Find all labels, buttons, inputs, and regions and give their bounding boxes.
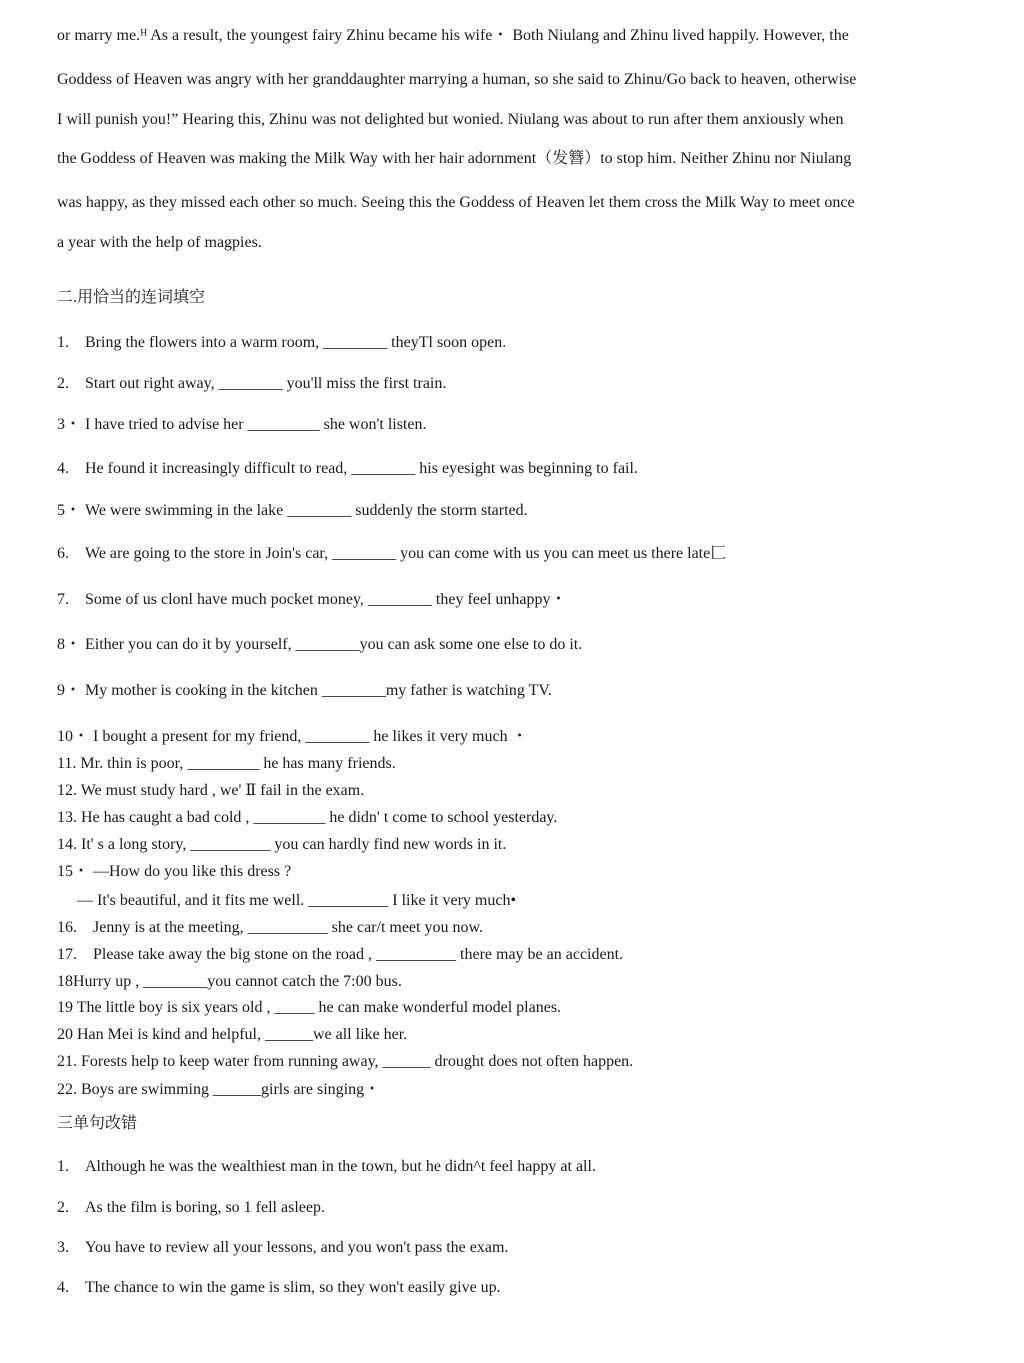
exercise-item: 4. The chance to win the game is slim, so they won't easily give up.	[57, 1279, 501, 1296]
passage-line: Goddess of Heaven was angry with her granddaughter marrying a human, so she said to Zhinu/Go back to heaven, otherwise	[57, 71, 857, 88]
exercise-item: 20 Han Mei is kind and helpful, ______we all like her.	[57, 1026, 408, 1043]
exercise-item: 5・ We were swimming in the lake ________ suddenly the storm started.	[57, 502, 528, 519]
exercise-item: 3・ I have tried to advise her _________ she won't listen.	[57, 416, 427, 433]
exercise-item: 12. We must study hard , we' Ⅱ fail in the exam.	[57, 782, 365, 799]
exercise-item: 22. Boys are swimming ______girls are singing・	[57, 1081, 381, 1098]
exercise-item: 2. As the film is boring, so 1 fell asleep.	[57, 1199, 325, 1216]
exercise-item: 19 The little boy is six years old , _____ he can make wonderful model planes.	[57, 999, 562, 1016]
passage-line: was happy, as they missed each other so much. Seeing this the Goddess of Heaven let them cross the Milk Way to meet once	[57, 194, 855, 211]
exercise-item: 1. Bring the flowers into a warm room, ________ theyTl soon open.	[57, 334, 507, 351]
exercise-item: 16. Jenny is at the meeting, __________ she car/t meet you now.	[57, 919, 483, 936]
exercise-item: 10・ I bought a present for my friend, ________ he likes it very much ・	[57, 728, 528, 745]
section-heading: 二.用恰当的连词填空	[57, 289, 206, 306]
exercise-item: 2. Start out right away, ________ you'll miss the first train.	[57, 375, 447, 392]
exercise-item: 7. Some of us clonl have much pocket money, ________ they feel unhappy・	[57, 591, 567, 608]
passage-line: a year with the help of magpies.	[57, 234, 262, 251]
passage-line: I will punish you!” Hearing this, Zhinu was not delighted but wonied. Niulang was about to run after them anxiously when	[57, 111, 844, 128]
exercise-item: 6. We are going to the store in Join's car, ________ you can come with us you can meet us there late匚	[57, 545, 727, 562]
exercise-item: 18Hurry up , ________you cannot catch the 7:00 bus.	[57, 973, 402, 990]
exercise-item: 14. It' s a long story, __________ you can hardly find new words in it.	[57, 836, 507, 853]
passage-line: the Goddess of Heaven was making the Milk Way with her hair adornment（发簪）to stop him. Neither Zhinu nor Niulang	[57, 150, 852, 167]
exercise-item: 3. You have to review all your lessons, and you won't pass the exam.	[57, 1239, 509, 1256]
exercise-item: 1. Although he was the wealthiest man in the town, but he didn^t feel happy at all.	[57, 1158, 596, 1175]
exercise-item: 4. He found it increasingly difficult to read, ________ his eyesight was beginning to fail.	[57, 460, 638, 477]
exercise-item: 17. Please take away the big stone on the road , __________ there may be an accident.	[57, 946, 624, 963]
passage-line: or marry me.ᴴ As a result, the youngest fairy Zhinu became his wife・ Both Niulang and Zhinu lived happily. However, the	[57, 27, 849, 44]
exercise-item: 13. He has caught a bad cold , _________ he didn' t come to school yesterday.	[57, 809, 558, 826]
section-heading: 三单句改错	[57, 1115, 138, 1132]
exercise-item: 11. Mr. thin is poor, _________ he has many friends.	[57, 755, 396, 772]
exercise-item: 8・ Either you can do it by yourself, ________you can ask some one else to do it.	[57, 636, 583, 653]
exercise-item: 21. Forests help to keep water from running away, ______ drought does not often happen.	[57, 1053, 634, 1070]
exercise-item: 15・ —How do you like this dress ?	[57, 863, 292, 880]
exercise-item: 9・ My mother is cooking in the kitchen ________my father is watching TV.	[57, 682, 552, 699]
exercise-item: — It's beautiful, and it fits me well. __________ I like it very much•	[57, 892, 517, 909]
